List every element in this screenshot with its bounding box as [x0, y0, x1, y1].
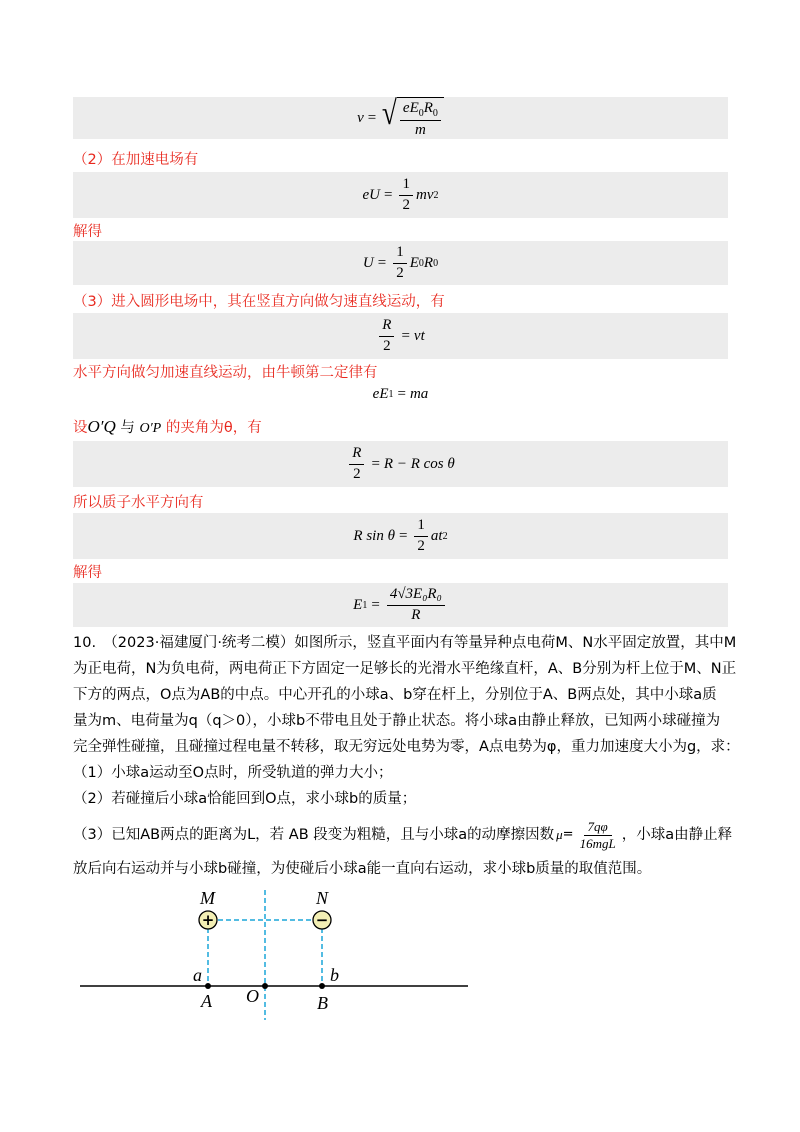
equation-eU: [363, 176, 439, 214]
eq-sin-num: 1: [414, 517, 428, 536]
equation-sin: [353, 517, 447, 555]
eq-sin-den: 2: [417, 537, 425, 554]
eq-v-equals: =: [367, 109, 377, 126]
equation-box-E1: [73, 583, 728, 627]
question-line-4: 量为m、电荷量为q（q＞0），小球b不带电且处于静止状态。将小球a由静止释放，已知两小球碰撞为: [73, 713, 721, 729]
eq-U-R-sub: 0: [433, 257, 439, 269]
eq-sin-equals: =: [398, 527, 408, 544]
question-line-5: 完全弹性碰撞，且碰撞过程电量不转移，取无穷远处电势为零，A点电势为φ，重力加速度大小为g，求：: [73, 739, 740, 755]
eq-R2-frac: [379, 317, 394, 355]
eq-v-E-sub: 0: [418, 107, 424, 119]
eq-eU-sup: 2: [433, 189, 439, 201]
eq-R2-den: 2: [383, 337, 391, 354]
eq-cos-rhs: R − R cos θ: [383, 455, 455, 472]
label-a: a: [193, 965, 202, 985]
eq-v-e: e: [402, 99, 410, 116]
eq-E1-frac: [387, 586, 445, 624]
horizontal-label: 水平方向做匀加速直线运动，由牛顿第二定律有: [73, 365, 378, 381]
angle-label: [73, 416, 262, 437]
question-line-3: 下方的两点，O点为AB的中点。中心开孔的小球a、b穿在杆上，分别位于A、B两点处，其中小球a质: [73, 687, 717, 703]
eq-eE1-rhs: ma: [409, 385, 429, 402]
equation-box-R2: [73, 313, 728, 359]
question-part-3-line-2: 放后向右运动并与小球b碰撞，为使碰后小球a能一直向右运动，求小球b质量的取值范围。: [73, 861, 652, 877]
eq-U-lhs: U: [362, 254, 374, 271]
eq-E1-num: 4√3E₀R₀: [387, 586, 445, 605]
eq-v-R-sub: 0: [432, 107, 438, 119]
sqrt: [380, 94, 444, 140]
question-part-2: （2）若碰撞后小球a恰能回到O点，求小球b的质量；: [73, 791, 417, 807]
eq-eU-num: 1: [399, 176, 413, 195]
equation-box-U: [73, 241, 728, 285]
eq-R2-rhs: vt: [413, 327, 425, 344]
eq-cos-den: 2: [353, 465, 361, 482]
part3-mu: μ: [556, 827, 563, 842]
radical-sign: √: [382, 94, 398, 132]
eq-U-R: R: [423, 254, 434, 271]
eq-v-frac: [400, 100, 441, 140]
eq-E1-sub: 1: [362, 599, 368, 611]
eq-U-E-sub: 0: [418, 257, 424, 269]
eq-eU-rhs: mv: [415, 186, 434, 203]
angle-label-OQ: O′Q: [87, 417, 116, 436]
equation-v: [357, 94, 444, 140]
eq-U-num: 1: [393, 244, 407, 263]
proton-label: 所以质子水平方向有: [73, 495, 204, 511]
eq-eE1-equals: =: [397, 385, 406, 402]
plus-sign: +: [201, 911, 215, 929]
step2-label: （2）在加速电场有: [73, 152, 199, 168]
eq-cos-equals: =: [371, 455, 380, 472]
angle-label-mid: 与: [115, 420, 140, 436]
eq-eE1-lhs: eE: [372, 385, 389, 402]
equation-R2: [376, 317, 424, 355]
eq-sin-frac: [414, 517, 428, 555]
question-10: [73, 630, 740, 882]
label-B: B: [317, 993, 328, 1013]
angle-label-OP: O′P: [139, 421, 162, 436]
equation-box-v: [73, 94, 728, 139]
equation-box-cos: [73, 441, 728, 487]
point-O: [262, 983, 268, 989]
eq-E1-lhs: E: [353, 596, 363, 613]
eq-cos-frac: [349, 445, 364, 483]
eq-sin-sup: 2: [442, 530, 448, 542]
question-part-1: （1）小球a运动至O点时，所受轨道的弹力大小；: [73, 765, 393, 781]
question-part-3: （3）已知AB两点的距离为L，若 AB 段变为粗糙，且与小球a的动摩擦因数 μ = $\frac{7q\varphi}{\text{16mgL}}$ ，小球a由静止释: [73, 818, 733, 851]
equation-eE1: [373, 386, 429, 403]
solve-label-2: 解得: [73, 565, 102, 581]
eq-R2-num: R: [379, 317, 394, 336]
part3-post: ，小球a由静止释: [621, 827, 733, 843]
eq-eU-den: 2: [402, 196, 410, 213]
step3-label: （3）进入圆形电场中，其在竖直方向做匀速直线运动，有: [73, 294, 445, 310]
sqrt-content: [397, 97, 444, 140]
part3-frac-den: 16mgL: [579, 835, 616, 851]
eq-v-den: m: [414, 122, 426, 139]
point-B: [319, 983, 325, 989]
eq-v-R: R: [423, 99, 433, 116]
eq-v-num: [400, 100, 441, 122]
equation-U: [363, 244, 438, 282]
eq-eU-lhs: eU: [362, 186, 381, 203]
eq-eU-frac: [399, 176, 413, 214]
equation-E1: [353, 586, 448, 624]
part3-frac: [576, 819, 620, 851]
eq-v-lhs: v: [357, 109, 364, 126]
equation-box-sin: [73, 513, 728, 559]
eq-U-frac: [393, 244, 407, 282]
eq-sin-lhs: R sin θ: [353, 527, 395, 544]
eq-eU-equals: =: [384, 186, 393, 203]
solve-label-1: 解得: [73, 224, 102, 240]
part3-pre: （3）已知AB两点的距离为L，若 AB 段变为粗糙，且与小球a的动摩擦因数: [73, 827, 555, 843]
charge-rod-figure: [0, 885, 800, 1025]
eq-R2-equals: =: [401, 327, 410, 344]
minus-sign: −: [315, 911, 329, 929]
equation-box-eU: [73, 172, 728, 218]
point-A: [205, 983, 211, 989]
question-line-1: 10. （2023·福建厦门·统考二模）如图所示，竖直平面内有等量异种点电荷M、N水平固定放置，其中M: [73, 635, 737, 651]
eq-eE1-sub: 1: [388, 388, 394, 400]
eq-U-den: 2: [396, 264, 404, 281]
label-A: A: [201, 991, 212, 1011]
eq-E1-equals: =: [371, 596, 380, 613]
angle-label-pre: 设: [73, 420, 88, 436]
label-b: b: [330, 965, 339, 985]
eq-v-E: E: [409, 99, 419, 116]
label-N: N: [316, 888, 329, 908]
part3-frac-num: 7qφ: [584, 819, 612, 836]
equation-box-eE1: [73, 383, 728, 405]
label-M: M: [200, 888, 215, 908]
eq-U-equals: =: [377, 254, 387, 271]
label-O: O: [246, 986, 259, 1006]
equation-cos: [346, 445, 454, 483]
question-line-2: 为正电荷，N为负电荷，两电荷正下方固定一足够长的光滑水平绝缘直杆，A、B分别为杆上位于M、N正: [73, 661, 737, 677]
eq-sin-rhs: at: [430, 527, 443, 544]
eq-U-E: E: [409, 254, 419, 271]
angle-label-post: 的夹角为θ，有: [161, 420, 262, 436]
eq-E1-den: R: [411, 606, 421, 623]
eq-cos-num: R: [349, 445, 364, 464]
